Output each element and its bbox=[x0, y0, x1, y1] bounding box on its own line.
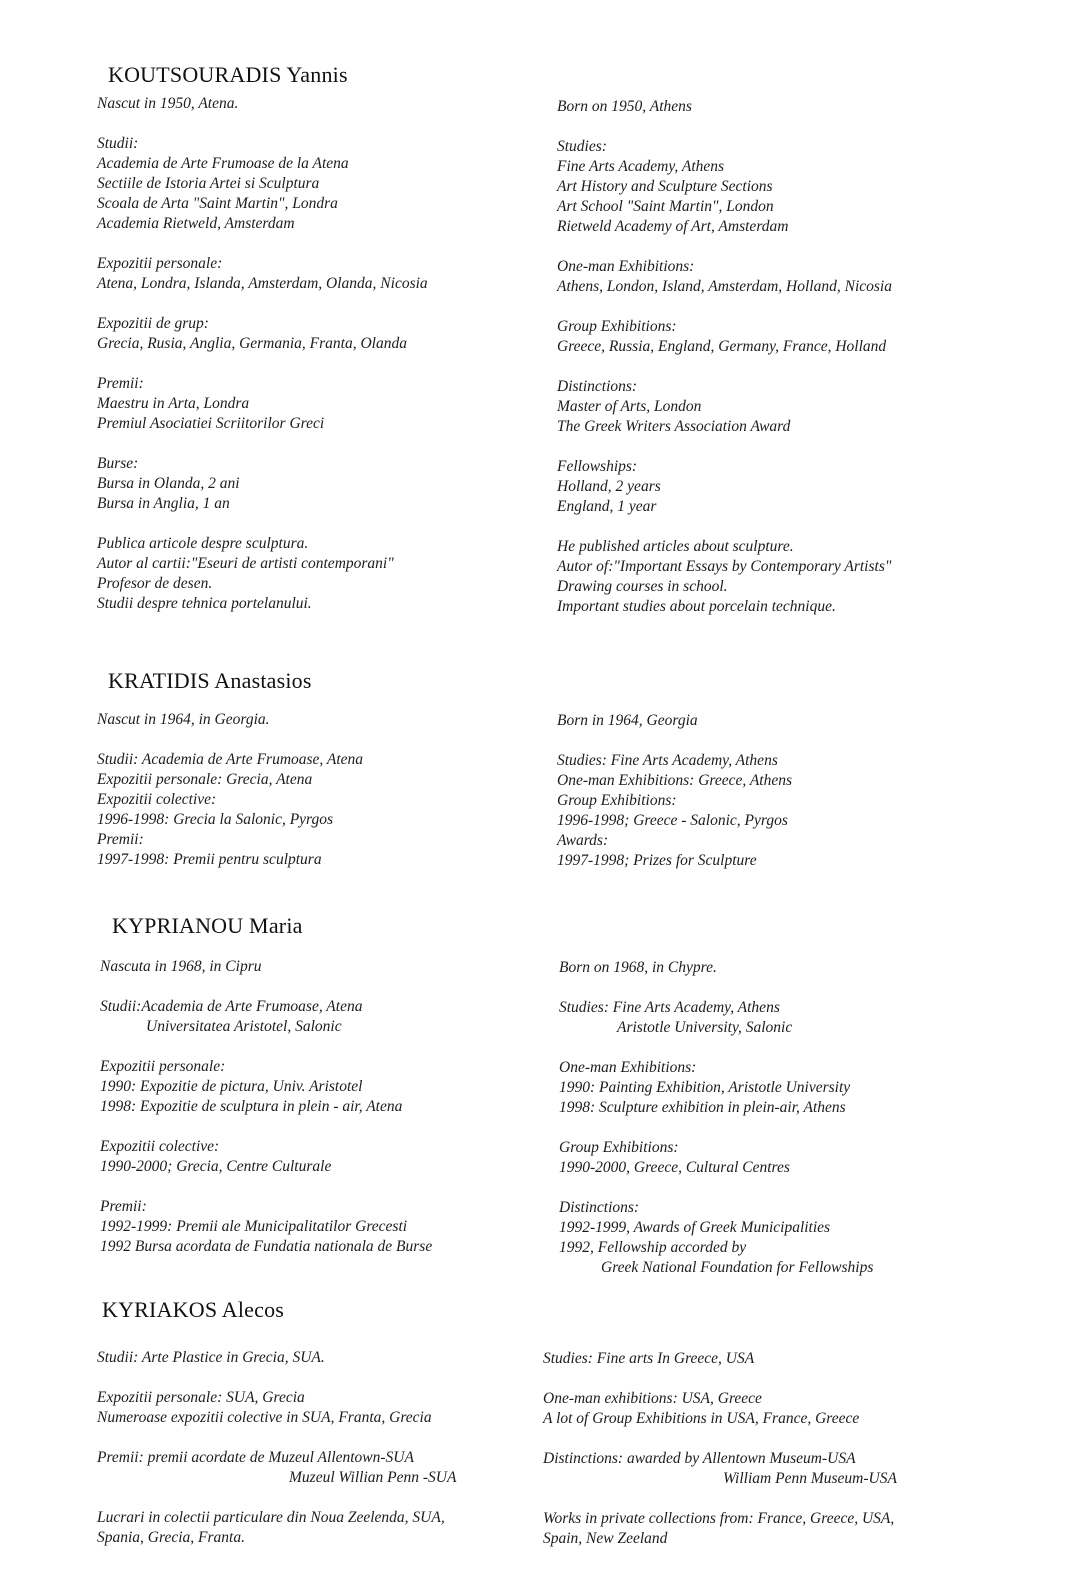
section-heading: Premii: bbox=[97, 375, 144, 392]
section-heading: Expozitii personale: bbox=[97, 255, 223, 272]
text-line: Born on 1968, in Chypre. bbox=[559, 959, 717, 976]
text-line: One-man Exhibitions: Greece, Athens bbox=[557, 772, 793, 789]
text-line: Studii: Arte Plastice in Grecia, SUA. bbox=[97, 1349, 325, 1366]
romanian-column bbox=[97, 1348, 456, 1548]
text-line: Profesor de desen. bbox=[97, 575, 213, 592]
text-line: Expozitii colective: bbox=[97, 791, 217, 808]
text-line: Athens, London, Island, Amsterdam, Holland, Nicosia bbox=[557, 278, 892, 295]
text-line: Art School "Saint Martin", London bbox=[557, 198, 774, 215]
text-line: Grecia, Rusia, Anglia, Germania, Franta, Olanda bbox=[97, 335, 407, 352]
text-line: Publica articole despre sculptura. bbox=[97, 535, 309, 552]
text-line: 1992-1999, Awards of Greek Municipalities bbox=[559, 1219, 831, 1236]
text-line: Aristotle University, Salonic bbox=[617, 1019, 793, 1036]
text-line: 1990: Expozitie de pictura, Univ. Aristotel bbox=[100, 1078, 363, 1095]
text-line: Nascut in 1950, Atena. bbox=[97, 95, 239, 112]
text-line: Autor of:"Important Essays by Contemporary Artists" bbox=[557, 558, 892, 575]
text-line: 1990-2000; Grecia, Centre Culturale bbox=[100, 1158, 332, 1175]
text-line: 1996-1998; Greece - Salonic, Pyrgos bbox=[557, 812, 788, 829]
english-column bbox=[559, 958, 873, 1278]
text-line: Greece, Russia, England, Germany, France, Holland bbox=[557, 338, 887, 355]
section-heading: Studies: bbox=[557, 138, 607, 155]
section-heading: Fellowships: bbox=[557, 458, 638, 475]
text-line: Atena, Londra, Islanda, Amsterdam, Olanda, Nicosia bbox=[97, 275, 428, 292]
text-line: Premiul Asociatiei Scriitorilor Greci bbox=[97, 415, 325, 432]
text-line: Born on 1950, Athens bbox=[557, 98, 692, 115]
text-line: Works in private collections from: France, Greece, USA, bbox=[543, 1510, 895, 1527]
text-line: Rietweld Academy of Art, Amsterdam bbox=[557, 218, 789, 235]
text-line: Studies: Fine arts In Greece, USA bbox=[543, 1350, 755, 1367]
romanian-column bbox=[97, 710, 363, 870]
text-line: Premii: premii acordate de Muzeul Allentown-SUA bbox=[97, 1449, 414, 1466]
text-line: Studii despre tehnica portelanului. bbox=[97, 595, 312, 612]
section-heading: Studii: bbox=[97, 135, 139, 152]
text-line: 1997-1998: Premii pentru sculptura bbox=[97, 851, 322, 868]
text-line: Spania, Grecia, Franta. bbox=[97, 1529, 245, 1546]
text-line: Maestru in Arta, Londra bbox=[97, 395, 250, 412]
section-heading: Expozitii personale: bbox=[100, 1058, 226, 1075]
text-line: 1996-1998: Grecia la Salonic, Pyrgos bbox=[97, 811, 334, 828]
text-line: Numeroase expozitii colective in SUA, Franta, Grecia bbox=[97, 1409, 432, 1426]
text-line: Autor al cartii:"Eseuri de artisti contemporani" bbox=[97, 555, 394, 572]
section-heading: Distinctions: bbox=[557, 378, 638, 395]
text-line: Distinctions: awarded by Allentown Museum-USA bbox=[543, 1450, 856, 1467]
romanian-column bbox=[100, 957, 432, 1257]
text-line: One-man exhibitions: USA, Greece bbox=[543, 1390, 762, 1407]
text-line: Fine Arts Academy, Athens bbox=[557, 158, 725, 175]
english-column bbox=[557, 97, 892, 617]
section-heading: Premii: bbox=[100, 1198, 147, 1215]
english-column bbox=[543, 1349, 897, 1549]
text-line: Bursa in Olanda, 2 ani bbox=[97, 475, 240, 492]
artist-name: KOUTSOURADIS Yannis bbox=[108, 62, 348, 87]
text-line: Academia de Arte Frumoase de la Atena bbox=[97, 155, 349, 172]
text-line: Nascuta in 1968, in Cipru bbox=[100, 958, 262, 975]
text-line: Studii:Academia de Arte Frumoase, Atena bbox=[100, 998, 363, 1015]
text-line: Bursa in Anglia, 1 an bbox=[97, 495, 230, 512]
text-line: Greek National Foundation for Fellowships bbox=[601, 1259, 874, 1276]
text-line: Spain, New Zeeland bbox=[543, 1530, 668, 1547]
text-line: Universitatea Aristotel, Salonic bbox=[146, 1018, 342, 1035]
artist-name: KRATIDIS Anastasios bbox=[108, 668, 312, 693]
text-line: Lucrari in colectii particulare din Noua Zeelenda, SUA, bbox=[97, 1509, 445, 1526]
text-line: 1990-2000, Greece, Cultural Centres bbox=[559, 1159, 790, 1176]
text-line: 1992 Bursa acordata de Fundatia nationala de Burse bbox=[100, 1238, 433, 1255]
english-column bbox=[557, 711, 792, 871]
text-line: 1990: Painting Exhibition, Aristotle University bbox=[559, 1079, 851, 1096]
text-line: Expozitii personale: Grecia, Atena bbox=[97, 771, 313, 788]
text-line: Studies: Fine Arts Academy, Athens bbox=[559, 999, 780, 1016]
text-line: 1992, Fellowship accorded by bbox=[559, 1239, 747, 1256]
text-line: Expozitii personale: SUA, Grecia bbox=[97, 1389, 305, 1406]
section-heading: Expozitii de grup: bbox=[97, 315, 209, 332]
text-line: Master of Arts, London bbox=[557, 398, 702, 415]
text-line: Drawing courses in school. bbox=[557, 578, 728, 595]
artist-name: KYPRIANOU Maria bbox=[112, 913, 303, 938]
text-line: Important studies about porcelain technique. bbox=[557, 598, 836, 615]
text-line: 1998: Sculpture exhibition in plein-air, Athens bbox=[559, 1099, 846, 1116]
text-line: He published articles about sculpture. bbox=[557, 538, 794, 555]
section-heading: Expozitii colective: bbox=[100, 1138, 220, 1155]
text-line: Muzeul Willian Penn -SUA bbox=[289, 1469, 457, 1486]
text-line: A lot of Group Exhibitions in USA, France, Greece bbox=[543, 1410, 860, 1427]
text-line: Premii: bbox=[97, 831, 144, 848]
text-line: Holland, 2 years bbox=[557, 478, 661, 495]
text-line: Studii: Academia de Arte Frumoase, Atena bbox=[97, 751, 364, 768]
text-line: 1998: Expozitie de sculptura in plein - air, Atena bbox=[100, 1098, 403, 1115]
text-line: Nascut in 1964, in Georgia. bbox=[97, 711, 270, 728]
section-heading: Burse: bbox=[97, 455, 139, 472]
text-line: Group Exhibitions: bbox=[557, 792, 677, 809]
section-heading: One-man Exhibitions: bbox=[557, 258, 695, 275]
text-line: Academia Rietweld, Amsterdam bbox=[97, 215, 295, 232]
text-line: William Penn Museum-USA bbox=[723, 1470, 897, 1487]
artist-name: KYRIAKOS Alecos bbox=[102, 1297, 285, 1322]
romanian-column bbox=[97, 94, 428, 614]
text-line: Scoala de Arta "Saint Martin", Londra bbox=[97, 195, 338, 212]
text-line: The Greek Writers Association Award bbox=[557, 418, 791, 435]
section-heading: Group Exhibitions: bbox=[559, 1139, 679, 1156]
text-line: Art History and Sculpture Sections bbox=[557, 178, 773, 195]
section-heading: Distinctions: bbox=[559, 1199, 640, 1216]
text-line: Sectiile de Istoria Artei si Sculptura bbox=[97, 175, 320, 192]
section-heading: One-man Exhibitions: bbox=[559, 1059, 697, 1076]
text-line: England, 1 year bbox=[557, 498, 657, 515]
text-line: Born in 1964, Georgia bbox=[557, 712, 698, 729]
text-line: Awards: bbox=[557, 832, 609, 849]
section-heading: Group Exhibitions: bbox=[557, 318, 677, 335]
text-line: 1992-1999: Premii ale Municipalitatilor Grecesti bbox=[100, 1218, 408, 1235]
text-line: Studies: Fine Arts Academy, Athens bbox=[557, 752, 778, 769]
text-line: 1997-1998; Prizes for Sculpture bbox=[557, 852, 757, 869]
